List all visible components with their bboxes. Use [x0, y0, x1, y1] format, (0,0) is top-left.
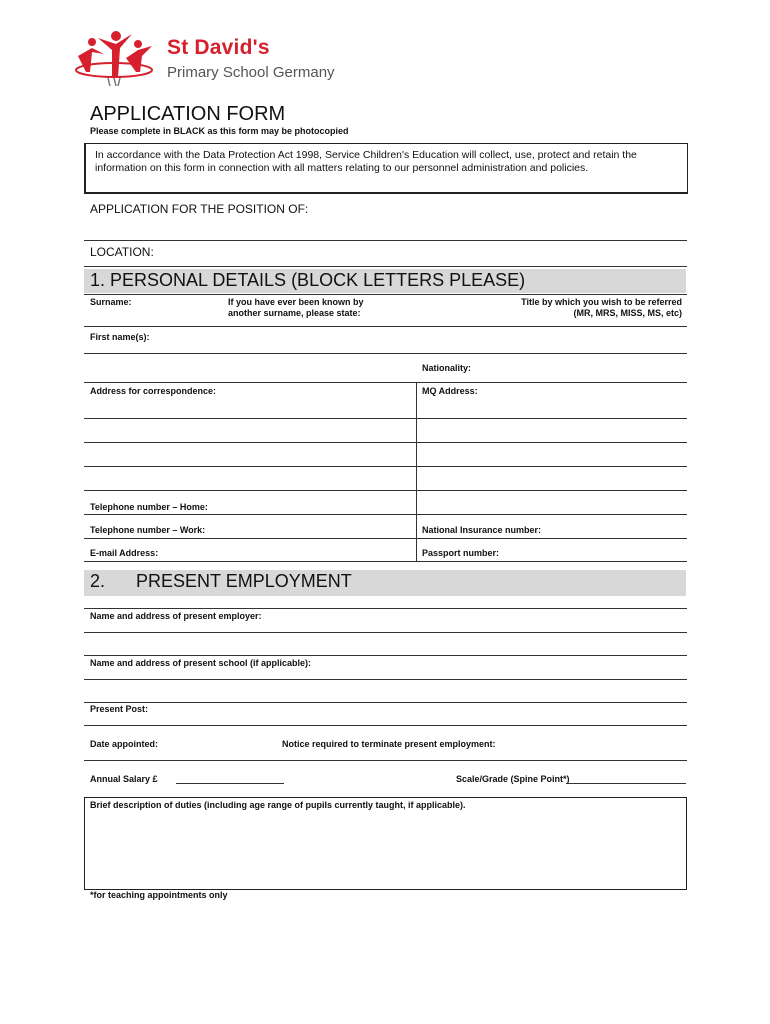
school-subtitle: Primary School Germany: [167, 64, 335, 81]
section1-title: 1. PERSONAL DETAILS (BLOCK LETTERS PLEASE): [90, 270, 526, 290]
title-options-label: (MR, MRS, MISS, MS, etc): [573, 308, 682, 318]
logo-figures-icon: [68, 28, 160, 88]
grade-label: Scale/Grade (Spine Point*): [456, 774, 570, 784]
form-title: APPLICATION FORM: [90, 103, 286, 125]
divider: [84, 608, 687, 609]
school-label: Name and address of present school (if applicable):: [90, 658, 312, 668]
address-line-3[interactable]: [84, 466, 687, 467]
tel-work-field[interactable]: [84, 538, 687, 539]
salary-field[interactable]: [176, 783, 284, 784]
notice-label: Notice required to terminate present employment:: [282, 739, 496, 749]
location-field[interactable]: [84, 266, 687, 267]
tel-home-field[interactable]: [84, 514, 687, 515]
photocopy-instruction: Please complete in BLACK as this form may be photocopied: [90, 126, 349, 136]
grade-field[interactable]: [566, 783, 686, 784]
address-line-1[interactable]: [84, 418, 687, 419]
school-line-1[interactable]: [84, 679, 687, 680]
duties-box[interactable]: [84, 797, 687, 890]
address-line-4[interactable]: [84, 490, 687, 491]
tel-home-label: Telephone number – Home:: [90, 502, 208, 512]
salary-label: Annual Salary £: [90, 774, 158, 784]
date-notice-field[interactable]: [84, 760, 687, 761]
column-divider: [416, 382, 417, 562]
school-line-2[interactable]: [84, 702, 687, 703]
address-label: Address for correspondence:: [90, 386, 217, 396]
duties-label: Brief description of duties (including age range of pupils currently taught, if applicable).: [90, 800, 466, 810]
other-surname-label: If you have ever been known by another surname, please state:: [228, 297, 364, 318]
first-names-field[interactable]: [84, 353, 687, 354]
location-label: LOCATION:: [90, 245, 154, 259]
passport-label: Passport number:: [422, 548, 500, 558]
position-label: APPLICATION FOR THE POSITION OF:: [90, 202, 309, 216]
email-field[interactable]: [84, 561, 687, 562]
surname-field[interactable]: [84, 326, 687, 327]
date-appointed-label: Date appointed:: [90, 739, 159, 749]
nationality-label: Nationality:: [422, 363, 472, 373]
employer-line-2[interactable]: [84, 655, 687, 656]
position-field[interactable]: [84, 240, 687, 241]
school-logo: [68, 28, 160, 88]
divider: [84, 294, 687, 295]
present-post-field[interactable]: [84, 725, 687, 726]
title-pref-label: Title by which you wish to be referred: [521, 297, 682, 307]
employer-line-1[interactable]: [84, 632, 687, 633]
mq-address-label: MQ Address:: [422, 386, 478, 396]
surname-label: Surname:: [90, 297, 132, 307]
section2-title: PRESENT EMPLOYMENT: [136, 571, 352, 591]
section2-number: 2.: [90, 571, 106, 591]
tel-work-label: Telephone number – Work:: [90, 525, 206, 535]
first-names-label: First name(s):: [90, 332, 150, 342]
email-label: E-mail Address:: [90, 548, 159, 558]
data-protection-text: In accordance with the Data Protection Act 1998, Service Children's Education will collect, use, protect and retain the information on this form in connection with all matters relating to our personnel administration and policies.: [95, 149, 637, 174]
footnote: *for teaching appointments only: [90, 890, 228, 900]
ni-number-label: National Insurance number:: [422, 525, 542, 535]
nationality-field[interactable]: [84, 382, 687, 383]
employer-label: Name and address of present employer:: [90, 611, 262, 621]
school-name: St David's: [167, 36, 270, 59]
present-post-label: Present Post:: [90, 704, 149, 714]
address-line-2[interactable]: [84, 442, 687, 443]
